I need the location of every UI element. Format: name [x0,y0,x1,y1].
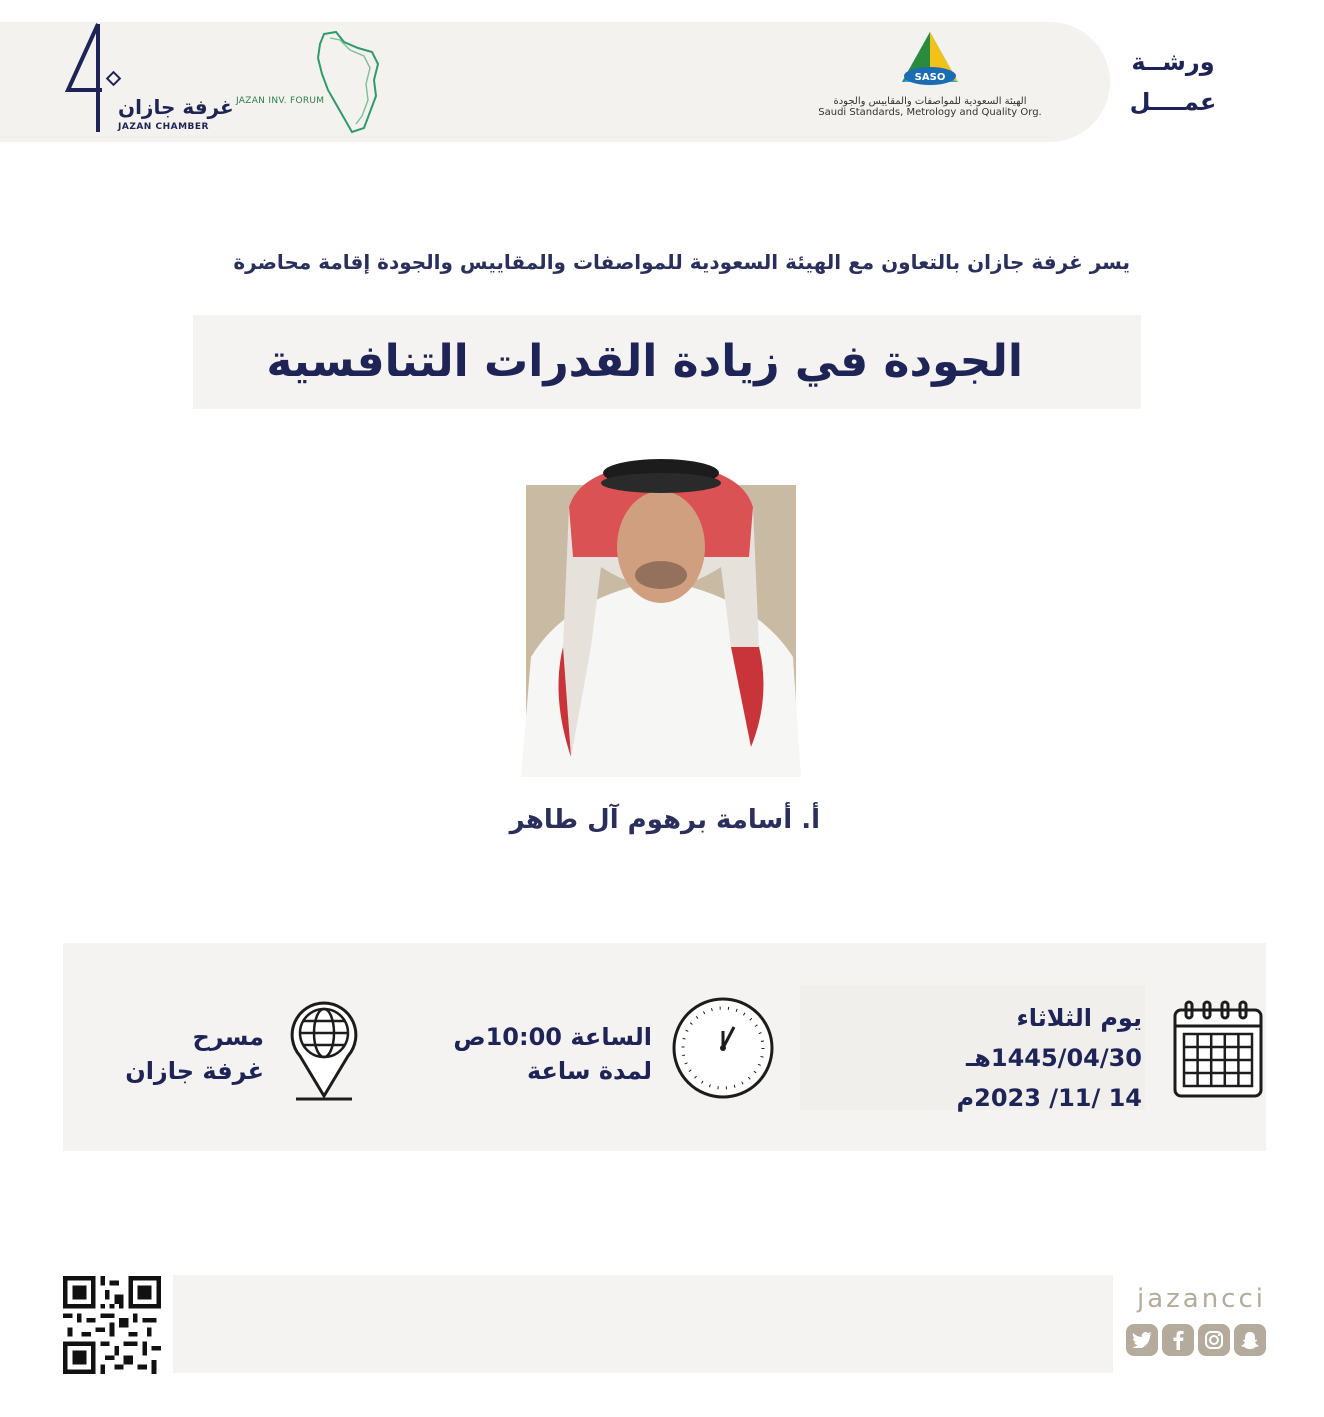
facebook-icon[interactable] [1162,1324,1194,1356]
saso-triangle-icon [898,30,962,90]
jazan-chamber-logo [60,20,220,138]
event-place-line-1: مسرح [192,1023,264,1051]
saso-name-ar: الهيئة السعودية للمواصفات والمقاييس والجودة [833,96,1027,107]
event-duration: لمدة ساعة [526,1057,652,1085]
chamber-name-en: JAZAN CHAMBER [118,122,209,132]
page-title: الجودة في زيادة القدرات التنافسية [266,336,1023,387]
saso-badge-text: SASO [914,72,946,83]
event-day: يوم الثلاثاء [1016,1004,1142,1032]
event-date [920,998,1142,1118]
event-date-hijri: 1445/04/30هـ [966,1044,1142,1072]
event-place [100,1020,264,1088]
intro-text: يسر غرفة جازان بالتعاون مع الهيئة السعودية للمواصفات والمقاييس والجودة إقامة محاضرة [233,250,1130,274]
calendar-icon [1172,1000,1264,1100]
event-time [430,1020,652,1088]
event-place-line-2: غرفة جازان [125,1057,264,1085]
speaker-photo [521,447,801,777]
forum-name: JAZAN INV. FORUM [236,96,325,106]
jazan-forum-logo [232,28,382,136]
saso-name-en: Saudi Standards, Metrology and Quality Org. [818,107,1042,118]
social-icons [1126,1324,1266,1358]
qr-code[interactable] [63,1276,161,1374]
snapchat-icon[interactable] [1234,1324,1266,1356]
workshop-line-1: ورشــة [1131,48,1215,76]
footer-bar [173,1275,1113,1373]
chamber-40-icon [60,20,220,138]
saso-logo [810,30,1050,135]
instagram-icon[interactable] [1198,1324,1230,1356]
location-globe-icon [288,1000,360,1104]
speaker-portrait [521,447,801,777]
workshop-label [1118,42,1228,122]
social-handle[interactable]: jazancci [1136,1284,1266,1314]
twitter-icon[interactable] [1126,1324,1158,1356]
event-time-value: الساعة 10:00ص [453,1023,652,1051]
speaker-name: أ. أسامة برهوم آل طاهر [509,805,820,835]
chamber-name-ar: غرفة جازان [118,95,234,119]
clock-icon [670,995,776,1101]
jazan-map-icon [232,28,382,136]
event-date-gregorian: 14 /11/ 2023م [956,1084,1142,1112]
workshop-line-2: عمــــل [1129,88,1217,116]
